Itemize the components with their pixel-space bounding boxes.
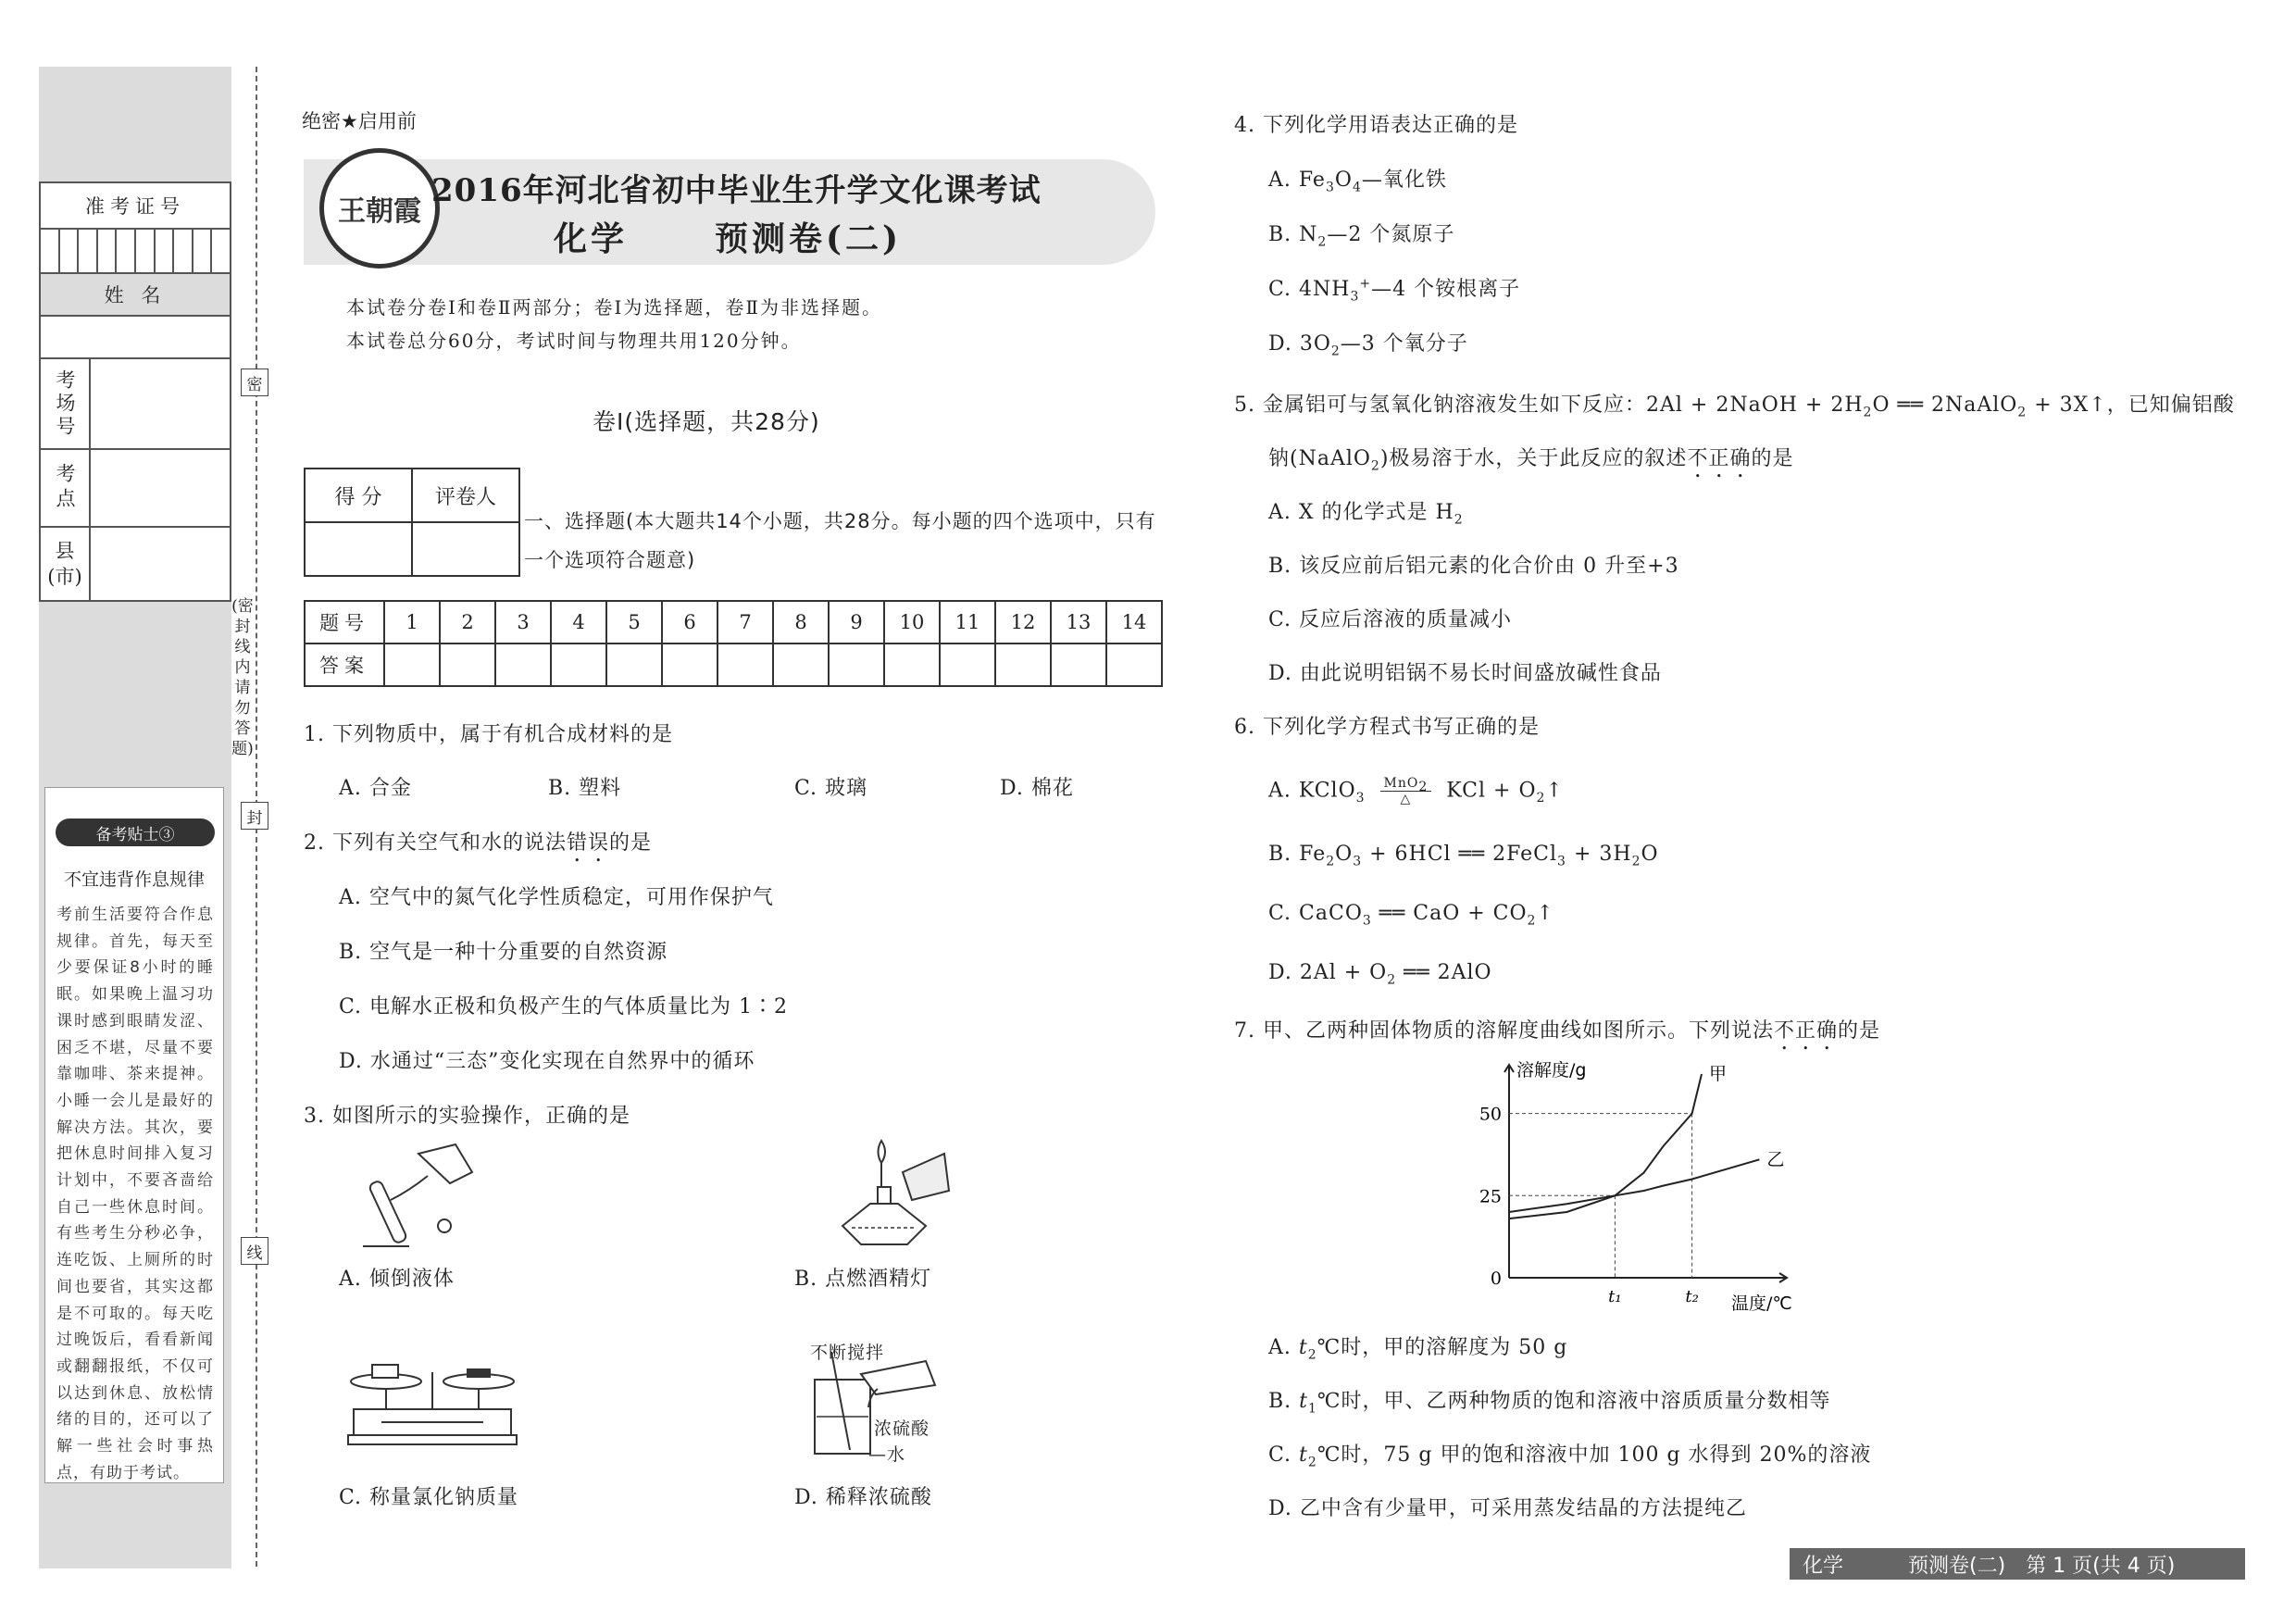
series-line-2 <box>1509 1159 1759 1212</box>
question-number-1: 1 <box>384 601 440 644</box>
secret-mark: 绝密★启用前 <box>302 110 417 132</box>
q6-stem: 6. 下列化学方程式书写正确的是 <box>1234 716 1540 739</box>
q4-option-d: D. $3O_2—3$ 个氧分子 <box>1268 332 1468 359</box>
paper-title: 预测卷(二) <box>715 219 903 258</box>
tip-title: 不宜违背作息规律 <box>63 869 205 890</box>
q3-stem: 3. 如图所示的实验操作，正确的是 <box>304 1105 630 1128</box>
question-number-10: 10 <box>884 601 940 644</box>
section-heading: 卷Ⅰ(选择题，共28分) <box>593 408 820 435</box>
room-field[interactable] <box>91 359 230 448</box>
score-cell[interactable] <box>305 522 412 576</box>
question-number-2: 2 <box>440 601 495 644</box>
q6-option-b: B. $Fe_2O_3 + 6HCl$ ══ 2FeCl$_3$ + $3H_2O$ <box>1268 843 1659 869</box>
score-header: 得 分 <box>305 469 412 522</box>
seal-mark-mi: 密 <box>241 369 268 396</box>
q3-option-d: D. 稀释浓硫酸 <box>794 1486 932 1509</box>
q7-option-b: B. $t_1℃$时，甲、乙两种物质的饱和溶液中溶质质量分数相等 <box>1268 1390 1831 1417</box>
q4-option-a: A. $Fe_3O_4—$氧化铁 <box>1268 169 1447 195</box>
answer-row-label: 题号 <box>305 601 384 644</box>
q3-option-a: A. 倾倒液体 <box>339 1268 455 1291</box>
q7-emphasis: 不正确 <box>1774 1019 1839 1043</box>
q2-option-d: D. 水通过“三态”变化实现在自然界中的循环 <box>339 1050 755 1073</box>
footer-paper: 预测卷(二) <box>1908 1554 2006 1578</box>
subject-title: 化学 <box>554 219 629 258</box>
q3-option-c: C. 称量氯化钠质量 <box>339 1486 519 1509</box>
site-label: 考点 <box>41 450 91 526</box>
x-tick-0: t₁ <box>1608 1287 1622 1306</box>
y-tick-2: 50 <box>1479 1104 1502 1125</box>
footer-subject: 化学 <box>1803 1554 1844 1578</box>
question-number-14: 14 <box>1106 601 1162 644</box>
q3-option-b: B. 点燃酒精灯 <box>794 1268 932 1291</box>
answer-cell-6[interactable] <box>662 644 718 686</box>
q2-emphasis: 错误 <box>566 831 609 855</box>
name-label: 姓 名 <box>41 274 230 317</box>
q6-option-a: A. KClO$_3$ MnO$_2$ △ KCl + $O_2↑$ <box>1268 776 1564 806</box>
question-number-5: 5 <box>606 601 662 644</box>
answer-cell-10[interactable] <box>884 644 940 686</box>
q2-stem: 2. 下列有关空气和水的说法错误的是 <box>304 831 653 855</box>
question-number-9: 9 <box>829 601 884 644</box>
question-number-12: 12 <box>995 601 1051 644</box>
question-number-4: 4 <box>551 601 606 644</box>
question-number-3: 3 <box>495 601 551 644</box>
q5-option-d: D. 由此说明铝锅不易长时间盛放碱性食品 <box>1268 662 1662 685</box>
intro-line-1: 本试卷分卷Ⅰ和卷Ⅱ两部分；卷Ⅰ为选择题，卷Ⅱ为非选择题。 <box>346 296 882 319</box>
answer-cell-3[interactable] <box>495 644 551 686</box>
q5-stem-line1: 5. 金属铝可与氢氧化钠溶液发生如下反应：2Al + 2NaOH + $2H_2O$ ══ 2NaAlO$_2$ + 3X↑，已知偏铝酸 <box>1234 394 2235 420</box>
q4-option-b: B. $N_2—2$ 个氮原子 <box>1268 223 1455 250</box>
section-instruction: 一、选择题(本大题共14个小题，共28分。每小题的四个选项中，只有一个选项符合题意) <box>524 510 1156 571</box>
answer-cell-8[interactable] <box>773 644 829 686</box>
d-label-stir: 不断搅拌 <box>810 1343 885 1363</box>
q6-option-d: D. $2Al + O_2$ ══ 2AlO <box>1268 961 1492 988</box>
solubility-chart <box>1463 1046 1815 1324</box>
answer-cell-5[interactable] <box>606 644 662 686</box>
county-row <box>41 528 230 600</box>
y-tick-0: 0 <box>1490 1268 1502 1289</box>
balance-figure <box>344 1354 520 1454</box>
question-number-7: 7 <box>718 601 773 644</box>
q5-option-c: C. 反应后溶液的质量减小 <box>1268 608 1513 631</box>
q6-option-c: C. CaCO$_3$ ══ CaO + $CO_2↑$ <box>1268 902 1554 929</box>
alcohol-lamp-figure <box>824 1135 954 1254</box>
intro-line-2: 本试卷总分60分，考试时间与物理共用120分钟。 <box>346 330 802 352</box>
answer-cell-11[interactable] <box>940 644 995 686</box>
question-number-6: 6 <box>662 601 718 644</box>
answer-cell-2[interactable] <box>440 644 495 686</box>
y-tick-1: 25 <box>1479 1186 1502 1207</box>
seal-note: (密封线内请勿答题) <box>231 597 254 758</box>
page-footer <box>1790 1548 2245 1580</box>
county-field[interactable] <box>91 528 230 600</box>
site-row <box>41 450 230 528</box>
score-table <box>304 468 520 577</box>
question-number-11: 11 <box>940 601 995 644</box>
answer-cell-9[interactable] <box>829 644 884 686</box>
room-label: 考场号 <box>41 359 91 448</box>
answer-cell-13[interactable] <box>1051 644 1106 686</box>
q1-option-b: B. 塑料 <box>548 777 622 800</box>
q1-option-a: A. 合金 <box>339 777 412 800</box>
county-label: 县(市) <box>41 528 91 600</box>
series-label-2: 乙 <box>1766 1149 1785 1170</box>
site-field[interactable] <box>91 450 230 526</box>
answer-cell-12[interactable] <box>995 644 1051 686</box>
grader-cell[interactable] <box>412 522 519 576</box>
q7-stem: 7. 甲、乙两种固体物质的溶解度曲线如图所示。下列说法不正确的是 <box>1234 1019 1881 1043</box>
q7-option-a: A. $t_2℃$时，甲的溶解度为 50 g <box>1268 1336 1568 1363</box>
pour-liquid-figure <box>354 1135 483 1254</box>
q5-option-b: B. 该反应前后铝元素的化合价由 0 升至+3 <box>1268 555 1679 578</box>
x-axis-label: 温度/℃ <box>1731 1293 1792 1314</box>
q1-option-c: C. 玻璃 <box>794 777 868 800</box>
exam-title: 2016年河北省初中毕业生升学文化课考试 <box>431 172 1042 209</box>
q5-option-a: A. X 的化学式是 $H_2$ <box>1268 501 1464 528</box>
q2-option-b: B. 空气是一种十分重要的自然资源 <box>339 941 668 964</box>
tip-body: 考前生活要符合作息规律。首先，每天至少要保证8小时的睡眠。如果晚上温习功课时感到眼睛发涩、困乏不堪，尽量不要靠咖啡、茶来提神。小睡一会儿是最好的解决方法。其次，要把休息时间排入复习计划中，不要吝啬给自己一些休息时间。有些考生分秒必争，连吃饭、上厕所的时间也要省，其实这都是不可取的。每天吃过晚饭后，看看新闻或翻翻报纸，不仅可以达到休息、放松情绪的目的，还可以了解一些社会时事热点，有助于考试。 <box>56 906 214 1482</box>
q4-stem: 4. 下列化学用语表达正确的是 <box>1234 114 1518 137</box>
answer-row-label2: 答案 <box>305 644 384 686</box>
seal-mark-xian: 线 <box>241 1237 268 1265</box>
answer-table <box>304 600 1163 687</box>
d-label-acid: 浓硫酸 <box>874 1418 930 1439</box>
grader-header: 评卷人 <box>412 469 519 522</box>
tip-badge: 备考贴士③ <box>56 818 215 846</box>
series-label-1: 甲 <box>1709 1064 1728 1084</box>
q1-stem: 1. 下列物质中，属于有机合成材料的是 <box>304 723 673 746</box>
answer-cell-7[interactable] <box>718 644 773 686</box>
x-tick-1: t₂ <box>1685 1287 1699 1306</box>
answer-cell-14[interactable] <box>1106 644 1162 686</box>
exam-number-label: 准考证号 <box>41 183 230 230</box>
q5-stem-line2: 钠(NaAlO$_2$)极易溶于水，关于此反应的叙述不正确的是 <box>1268 447 1794 474</box>
exam-number-grid[interactable] <box>41 230 230 274</box>
answer-cell-4[interactable] <box>551 644 606 686</box>
y-axis-label: 溶解度/g <box>1516 1060 1587 1081</box>
seal-text: 王朝霞 <box>338 195 421 228</box>
exam-tip-box <box>44 787 224 1483</box>
q2-option-c: C. 电解水正极和负极产生的气体质量比为 1∶2 <box>339 995 789 1018</box>
name-field[interactable] <box>41 317 230 359</box>
seal-mark-feng: 封 <box>241 802 268 830</box>
question-number-8: 8 <box>773 601 829 644</box>
candidate-info-table <box>39 181 231 602</box>
answer-cell-1[interactable] <box>384 644 440 686</box>
q1-option-d: D. 棉花 <box>1000 777 1074 800</box>
publisher-seal <box>319 148 440 269</box>
q7-option-c: C. $t_2℃$时，75 g 甲的饱和溶液中加 100 g 水得到 20%的溶液 <box>1268 1443 1872 1470</box>
q4-option-c: C. $4NH_3^+—4$ 个铵根离子 <box>1268 276 1521 305</box>
room-row <box>41 359 230 450</box>
footer-page: 第 1 页(共 4 页) <box>2026 1554 2176 1578</box>
q7-option-d: D. 乙中含有少量甲，可采用蒸发结晶的方法提纯乙 <box>1268 1497 1747 1520</box>
q2-option-a: A. 空气中的氮气化学性质稳定，可用作保护气 <box>339 886 774 909</box>
question-number-13: 13 <box>1051 601 1106 644</box>
d-label-water: —水 <box>868 1444 906 1465</box>
q5-emphasis: 不正确 <box>1687 447 1752 470</box>
